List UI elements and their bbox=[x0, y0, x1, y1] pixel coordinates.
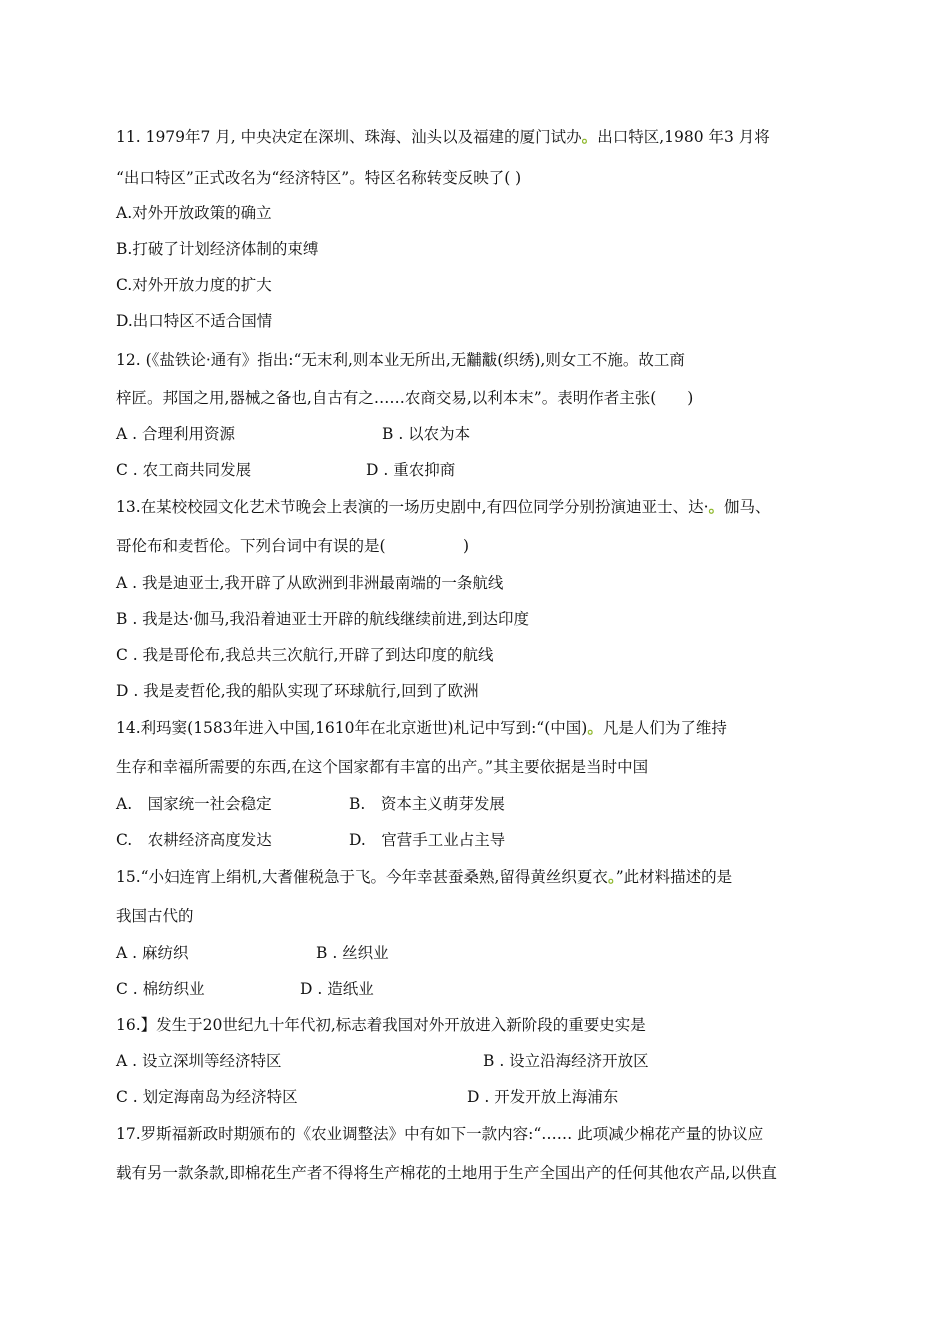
q17-stem-line2: 载有另一款条款,即棉花生产者不得将生产棉花的土地用于生产全国出产的任何其他农产品,以供直 bbox=[116, 1164, 777, 1182]
q13-stem-text-b: 伽马、 bbox=[724, 498, 771, 516]
q16-option-a: A . 设立深圳等经济特区 bbox=[116, 1052, 282, 1070]
q14-stem-text-b: 凡是人们为了维持 bbox=[602, 719, 727, 737]
q12-option-c: C . 农工商共同发展 bbox=[116, 461, 252, 479]
q13-stem-text-a: 13.在某校校园文化艺术节晚会上表演的一场历史剧中,有四位同学分别扮演迪亚士、达· bbox=[116, 498, 709, 516]
q14-stem-line1 bbox=[116, 718, 727, 738]
q11-option-c: C.对外开放力度的扩大 bbox=[116, 276, 272, 294]
q14-option-b: B. 资本主义萌芽发展 bbox=[349, 795, 505, 813]
q11-stem-line1 bbox=[116, 127, 770, 147]
q14-option-a: A. 国家统一社会稳定 bbox=[116, 795, 272, 813]
q15-option-b: B . 丝织业 bbox=[316, 944, 389, 962]
q15-option-a: A . 麻纺织 bbox=[116, 944, 189, 962]
q13-option-d: D . 我是麦哲伦,我的船队实现了环球航行,回到了欧洲 bbox=[116, 682, 479, 700]
q15-stem-text-b: ”此材料描述的是 bbox=[615, 868, 733, 886]
q15-option-d: D . 造纸业 bbox=[300, 980, 374, 998]
q15-stem-text-a: 15.“小妇连宵上绢机,大耆催税急于飞。今年幸甚蚕桑熟,留得黄丝织夏衣 bbox=[116, 868, 608, 886]
q16-option-c: C . 划定海南岛为经济特区 bbox=[116, 1088, 298, 1106]
q17-stem-line1: 17.罗斯福新政时期颁布的《农业调整法》中有如下一款内容:“…… 此项减少棉花产量的协议应 bbox=[116, 1125, 764, 1143]
q12-option-d: D . 重农抑商 bbox=[366, 461, 456, 479]
q15-option-c: C . 棉纺织业 bbox=[116, 980, 205, 998]
q16-option-d: D . 开发开放上海浦东 bbox=[467, 1088, 619, 1106]
q11-option-d: D.出口特区不适合国情 bbox=[116, 312, 273, 330]
q14-option-d: D. 官营手工业占主导 bbox=[349, 831, 506, 849]
q12-stem-line2: 梓匠。邦国之用,器械之备也,自古有之……农商交易,以利本末”。表明作者主张( ) bbox=[116, 389, 694, 407]
q11-stem-text-a: 11. 1979年7 月, 中央决定在深圳、珠海、汕头以及福建的厦门试办 bbox=[116, 128, 582, 146]
q11-stem-line2: “出口特区”正式改名为“经济特区”。特区名称转变反映了( ) bbox=[116, 169, 522, 187]
q11-stem-text-b: 出口特区,1980 年3 月将 bbox=[597, 128, 770, 146]
q14-stem-text-a: 14.利玛窦(1583年进入中国,1610年在北京逝世)札记中写到:“(中国) bbox=[116, 719, 588, 737]
q13-option-a: A . 我是迪亚士,我开辟了从欧洲到非洲最南端的一条航线 bbox=[116, 574, 504, 592]
q14-mark-dot: 。 bbox=[587, 718, 603, 737]
q12-option-a: A . 合理利用资源 bbox=[116, 425, 235, 443]
q15-stem-line2: 我国古代的 bbox=[116, 907, 194, 925]
q15-stem-line1 bbox=[116, 867, 732, 887]
q11-option-b: B.打破了计划经济体制的束缚 bbox=[116, 240, 319, 258]
q13-option-c: C . 我是哥伦布,我总共三次航行,开辟了到达印度的航线 bbox=[116, 646, 494, 664]
q15-mark-dot: 。 bbox=[607, 867, 616, 886]
q14-stem-line2: 生存和幸福所需要的东西,在这个国家都有丰富的出产。”其主要依据是当时中国 bbox=[116, 758, 649, 776]
q13-mark-dot: 。 bbox=[708, 497, 725, 516]
q11-mark-dot: 。 bbox=[581, 127, 598, 146]
q16-stem-line1: 16.】发生于20世纪九十年代初,标志着我国对外开放进入新阶段的重要史实是 bbox=[116, 1016, 646, 1034]
q12-option-b: B . 以农为本 bbox=[382, 425, 471, 443]
q16-option-b: B . 设立沿海经济开放区 bbox=[483, 1052, 649, 1070]
q13-option-b: B . 我是达·伽马,我沿着迪亚士开辟的航线继续前进,到达印度 bbox=[116, 610, 529, 628]
q13-stem-line2: 哥伦布和麦哲伦。下列台词中有误的是( ) bbox=[116, 537, 470, 555]
q13-stem-line1 bbox=[116, 497, 771, 517]
q14-option-c: C. 农耕经济高度发达 bbox=[116, 831, 272, 849]
q12-stem-line1: 12. (《盐铁论·通有》指出:“无末利,则本业无所出,无黼黻(织绣),则女工不施。故工商 bbox=[116, 351, 685, 369]
q11-option-a: A.对外开放政策的确立 bbox=[116, 204, 272, 222]
